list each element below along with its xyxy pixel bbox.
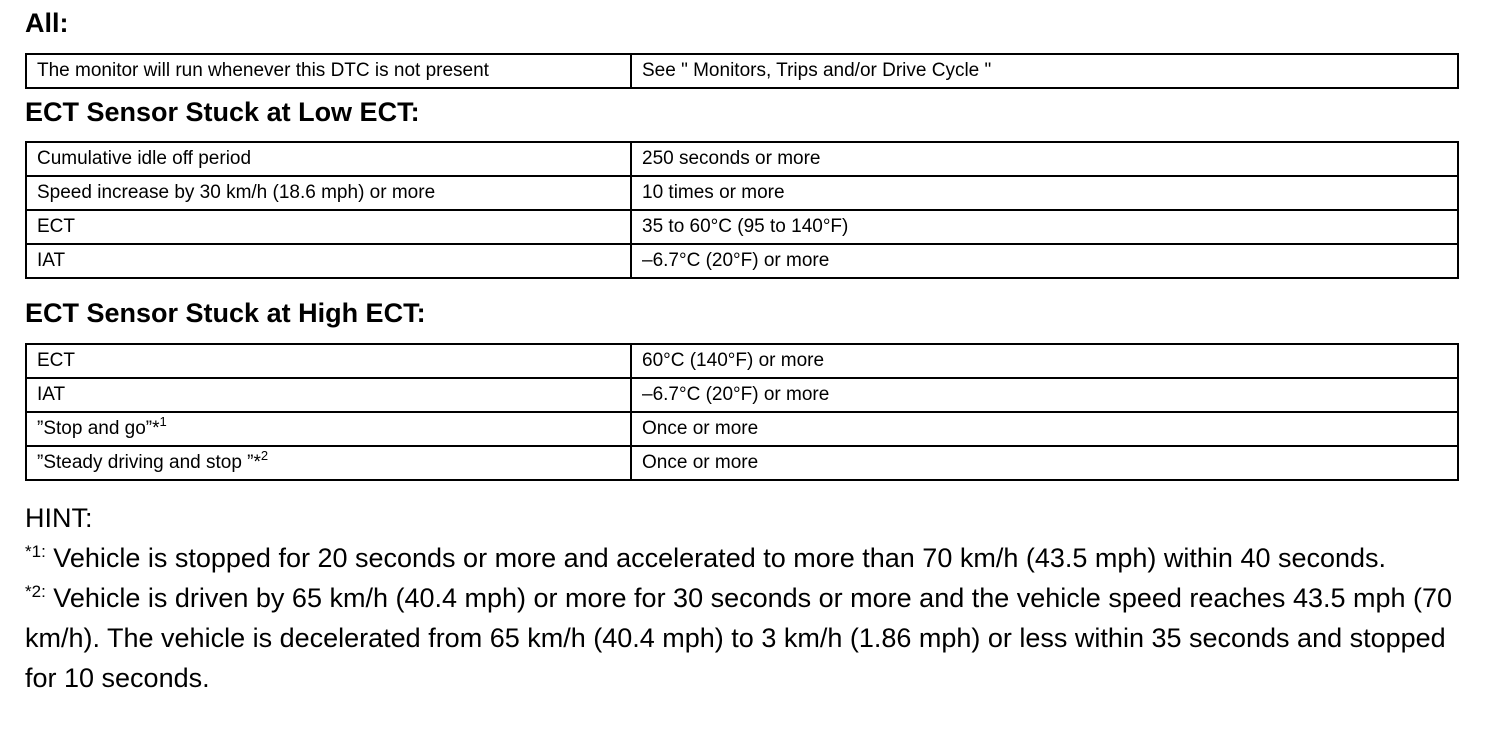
value-cell: –6.7°C (20°F) or more	[631, 378, 1458, 412]
footnote-marker: *2:	[25, 582, 46, 601]
footnote-ref: 2	[260, 448, 269, 463]
condition-cell	[26, 412, 631, 446]
condition-text: ”Stop and go”*	[37, 418, 160, 439]
conditions-table-high-ect	[25, 343, 1459, 481]
footnote-ref: 1	[159, 414, 167, 429]
condition-cell: ECT	[26, 344, 631, 378]
hint-section	[25, 498, 1457, 698]
footnote	[25, 538, 1457, 578]
conditions-table-all	[25, 53, 1459, 89]
table-row	[26, 210, 1458, 244]
footnote-text: Vehicle is stopped for 20 seconds or more and accelerated to more than 70 km/h (43.5 mph) within 40 seconds.	[45, 543, 1387, 573]
conditions-table-low-ect	[25, 141, 1459, 279]
footnote	[25, 578, 1457, 698]
condition-cell: ECT	[26, 210, 631, 244]
value-cell: Once or more	[631, 412, 1458, 446]
section-heading-high-ect: ECT Sensor Stuck at High ECT:	[25, 298, 426, 328]
table-row	[26, 446, 1458, 480]
condition-cell: IAT	[26, 244, 631, 278]
table-row	[26, 142, 1458, 176]
section-heading-low-ect: ECT Sensor Stuck at Low ECT:	[25, 97, 420, 127]
value-cell: 10 times or more	[631, 176, 1458, 210]
value-cell: 60°C (140°F) or more	[631, 344, 1458, 378]
value-cell: 250 seconds or more	[631, 142, 1458, 176]
condition-cell	[26, 446, 631, 480]
condition-cell: IAT	[26, 378, 631, 412]
condition-text: ”Steady driving and stop ”*	[37, 452, 261, 473]
condition-cell: Cumulative idle off period	[26, 142, 631, 176]
condition-cell: Speed increase by 30 km/h (18.6 mph) or more	[26, 176, 631, 210]
section-heading-all: All:	[25, 8, 69, 38]
table-row	[26, 176, 1458, 210]
footnote-marker: *1:	[25, 542, 46, 561]
table-row	[26, 344, 1458, 378]
table-row	[26, 244, 1458, 278]
hint-label: HINT:	[25, 503, 93, 533]
value-cell: 35 to 60°C (95 to 140°F)	[631, 210, 1458, 244]
value-cell: Once or more	[631, 446, 1458, 480]
value-cell: See " Monitors, Trips and/or Drive Cycle "	[631, 54, 1458, 88]
table-row	[26, 378, 1458, 412]
value-cell: –6.7°C (20°F) or more	[631, 244, 1458, 278]
footnote-text: Vehicle is driven by 65 km/h (40.4 mph) or more for 30 seconds or more and the vehicle speed reaches 43.5 mph (70 km/h). The vehicle is decelerated from 65 km/h (40.4 mph) to 3 km/h (1.86 mph) or less within 35 seconds and stopped for 10 seconds.	[25, 583, 1453, 693]
table-row	[26, 54, 1458, 88]
condition-cell: The monitor will run whenever this DTC is not present	[26, 54, 631, 88]
table-row	[26, 412, 1458, 446]
